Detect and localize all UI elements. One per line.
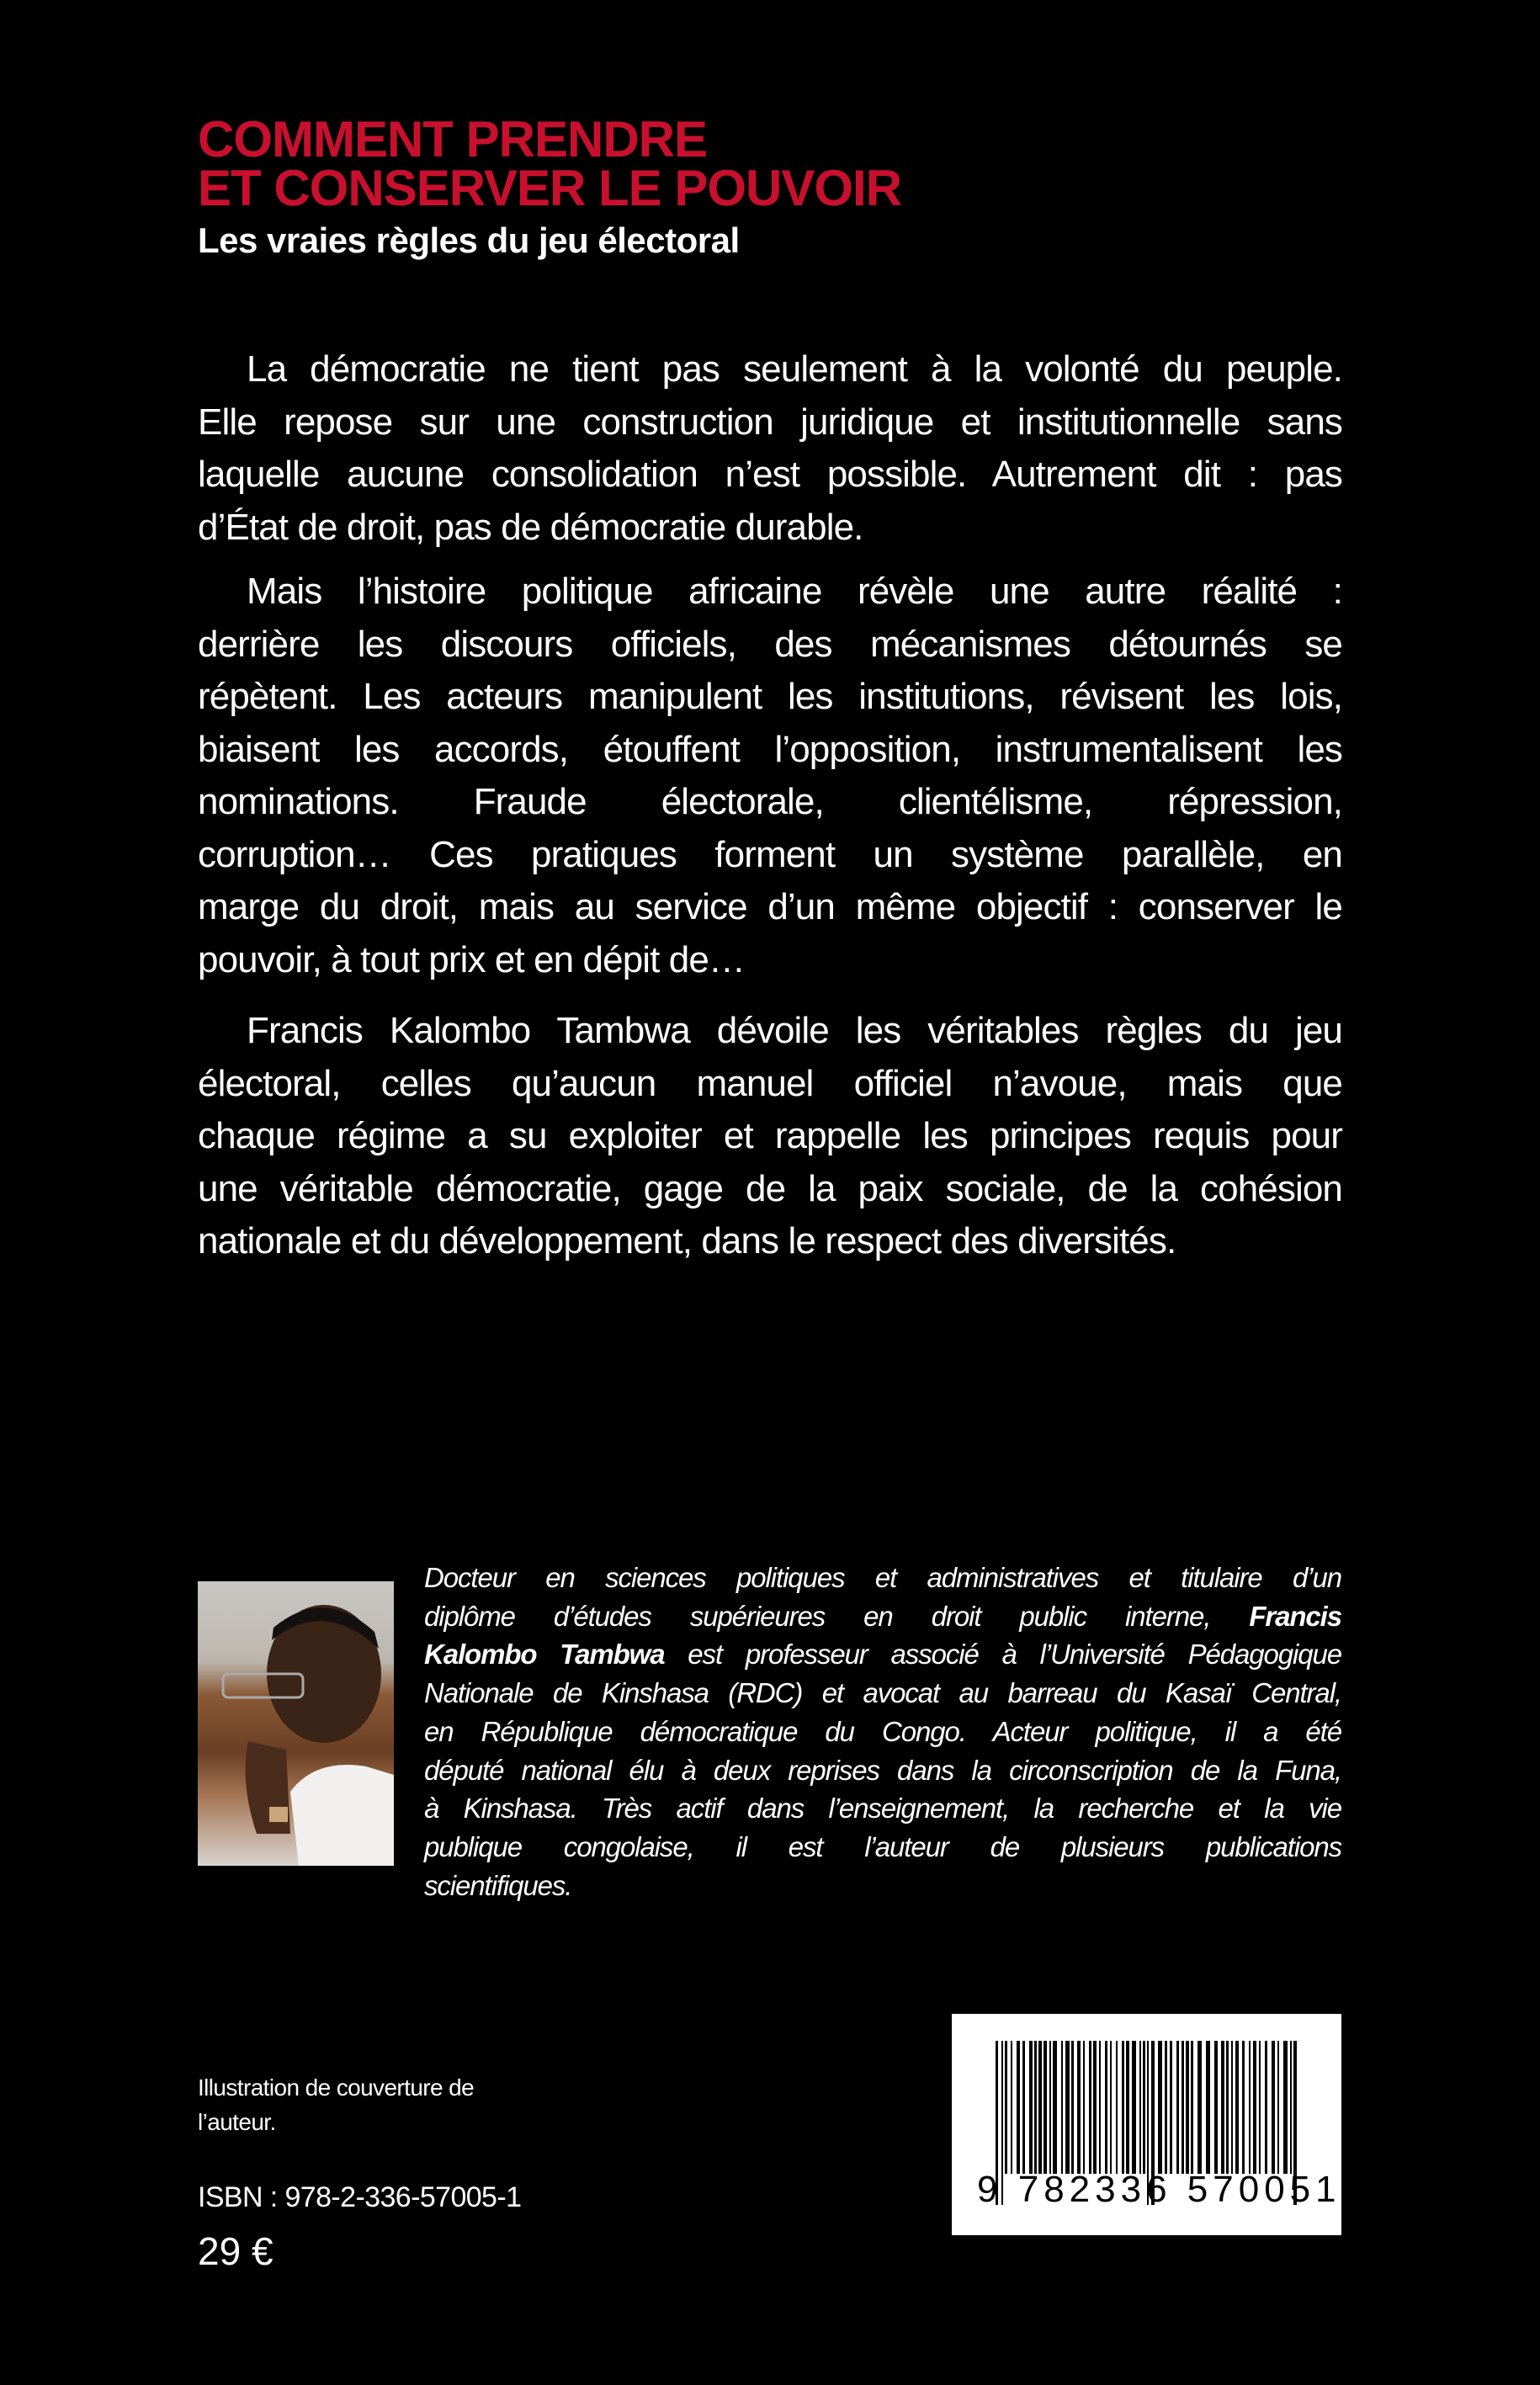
summary-paragraph-1 — [198, 343, 1342, 554]
bio-line: Nationale de Kinshasa (RDC) et avocat au barreau du Kasaï Central, — [424, 1677, 1341, 1709]
barcode-bar — [1038, 2041, 1042, 2174]
barcode-bar — [1221, 2041, 1224, 2174]
text-line: nationale et du développement, dans le respect des diversités. — [198, 1220, 1176, 1262]
book-title-line-2: ET CONSERVER LE POUVOIR — [198, 160, 902, 216]
book-subtitle: Les vraies règles du jeu électoral — [198, 220, 740, 260]
barcode-number — [977, 2169, 1341, 2211]
barcode-bar — [1186, 2041, 1189, 2174]
barcode — [952, 2014, 1341, 2235]
barcode-bar — [1029, 2041, 1033, 2174]
barcode-bar — [1143, 2041, 1145, 2174]
barcode-bar — [1272, 2041, 1275, 2174]
barcode-bar — [1182, 2041, 1184, 2174]
author-name: Francis — [1249, 1600, 1341, 1632]
barcode-bar — [1139, 2041, 1141, 2174]
text-line: chaque régime a su exploiter et rappelle les principes requis pour — [198, 1115, 1342, 1156]
barcode-bar — [1226, 2041, 1229, 2174]
text-line: Elle repose sur une construction juridique et institutionnelle sans — [198, 401, 1342, 443]
barcode-bar — [1249, 2041, 1251, 2174]
book-title-line-1: COMMENT PRENDRE — [198, 111, 708, 167]
author-bio — [424, 1559, 1341, 1904]
text-line: une véritable démocratie, gage de la paix sociale, de la cohésion — [198, 1167, 1342, 1209]
barcode-bar — [1049, 2041, 1051, 2174]
barcode-bar — [1005, 2041, 1007, 2174]
barcode-bar — [1191, 2041, 1193, 2174]
text-line: derrière les discours officiels, des mécanismes détournés se — [198, 623, 1342, 665]
author-portrait-illustration — [198, 1581, 394, 1866]
barcode-bar — [1265, 2041, 1267, 2174]
barcode-bar — [1214, 2041, 1218, 2174]
barcode-bar — [1022, 2041, 1025, 2174]
barcode-bar — [1197, 2041, 1202, 2174]
bio-line: en République démocratique du Congo. Acteur politique, il a été — [424, 1715, 1341, 1747]
credit-line: Illustration de couverture de — [198, 2074, 475, 2101]
barcode-bar — [1077, 2041, 1081, 2174]
barcode-bar — [1235, 2041, 1239, 2174]
barcode-bar — [1011, 2041, 1012, 2174]
barcode-bar — [1132, 2041, 1136, 2174]
text-line: laquelle aucune consolidation n’est possible. Autrement dit : pas — [198, 454, 1342, 495]
barcode-bar — [1089, 2041, 1091, 2174]
barcode-bar — [1083, 2041, 1085, 2174]
barcode-bar — [1099, 2041, 1101, 2174]
barcode-bar — [1093, 2041, 1097, 2174]
bio-text: est professeur associé à l’Université Pédagogique — [688, 1639, 1341, 1671]
barcode-bar — [1158, 2041, 1162, 2174]
text-line: répètent. Les acteurs manipulent les institutions, révisent les lois, — [198, 676, 1342, 717]
barcode-bar — [1170, 2041, 1172, 2174]
barcode-bar — [1277, 2041, 1279, 2174]
barcode-bar — [1231, 2041, 1233, 2174]
barcode-bar — [1061, 2041, 1063, 2174]
bio-line: scientifiques. — [424, 1869, 572, 1901]
barcode-digits-right: 570051 — [1187, 2169, 1341, 2210]
text-line: marge du droit, mais au service d’un même objectif : conserver le — [198, 886, 1342, 927]
barcode-bar — [1206, 2041, 1210, 2174]
barcode-bar — [1283, 2041, 1288, 2174]
barcode-bar — [1116, 2041, 1118, 2174]
price: 29 € — [198, 2229, 273, 2273]
bio-line — [424, 1635, 1341, 1674]
barcode-bar — [1176, 2041, 1179, 2174]
barcode-bar — [1259, 2041, 1261, 2174]
barcode-bar — [1110, 2041, 1112, 2174]
text-line: biaisent les accords, étouffent l’opposition, instrumentalisent les — [198, 728, 1342, 770]
barcode-bar — [1165, 2041, 1167, 2174]
barcode-bar — [1053, 2041, 1057, 2174]
barcode-digits-left: 782336 — [1017, 2169, 1172, 2210]
bio-line: Docteur en sciences politiques et administratives et titulaire d’un — [424, 1562, 1341, 1593]
author-photo — [198, 1581, 394, 1866]
barcode-bar — [1071, 2041, 1074, 2174]
author-name: Kalombo Tambwa — [424, 1639, 665, 1671]
barcode-bar — [1253, 2041, 1256, 2174]
barcode-digit-first: 9 — [977, 2169, 1003, 2210]
barcode-bar — [1034, 2041, 1037, 2174]
summary-paragraph-2 — [198, 566, 1342, 986]
text-line: Francis Kalombo Tambwa dévoile les véritables règles du jeu — [247, 1010, 1342, 1051]
barcode-bar — [1105, 2041, 1107, 2174]
isbn: ISBN : 978-2-336-57005-1 — [198, 2181, 522, 2213]
bio-line: publique congolaise, il est l’auteur de plusieurs publications — [424, 1830, 1341, 1862]
bio-text: diplôme d’études supérieures en droit public interne, — [424, 1600, 1211, 1632]
text-line: pouvoir, à tout prix et en dépit de… — [198, 938, 746, 980]
summary-paragraph-3 — [198, 1005, 1342, 1268]
text-line: électoral, celles qu’aucun manuel officiel n’avoue, mais que — [198, 1062, 1342, 1104]
text-line: La démocratie ne tient pas seulement à la volonté du peuple. — [247, 348, 1342, 390]
text-line: nominations. Fraude électorale, clientélisme, répression, — [198, 781, 1342, 822]
text-line: Mais l’histoire politique africaine révèle une autre réalité : — [247, 571, 1342, 612]
barcode-bar — [1065, 2041, 1070, 2174]
barcode-bar — [1043, 2041, 1047, 2174]
barcode-bar — [1242, 2041, 1245, 2174]
text-line: d’État de droit, pas de démocratie durable. — [198, 506, 863, 548]
bio-line — [424, 1597, 1341, 1636]
barcode-bar — [1017, 2041, 1020, 2174]
barcode-bar — [1126, 2041, 1129, 2174]
barcode-bar — [1122, 2041, 1124, 2174]
text-line: corruption… Ces pratiques forment un système parallèle, en — [198, 833, 1342, 875]
cover-credit — [198, 2070, 474, 2139]
bio-line: à Kinshasa. Très actif dans l’enseignement, la recherche et la vie — [424, 1793, 1341, 1825]
bio-line: député national élu à deux reprises dans la circonscription de la Funa, — [424, 1754, 1341, 1786]
barcode-bar — [1290, 2041, 1292, 2174]
credit-line: l’auteur. — [198, 2109, 276, 2135]
